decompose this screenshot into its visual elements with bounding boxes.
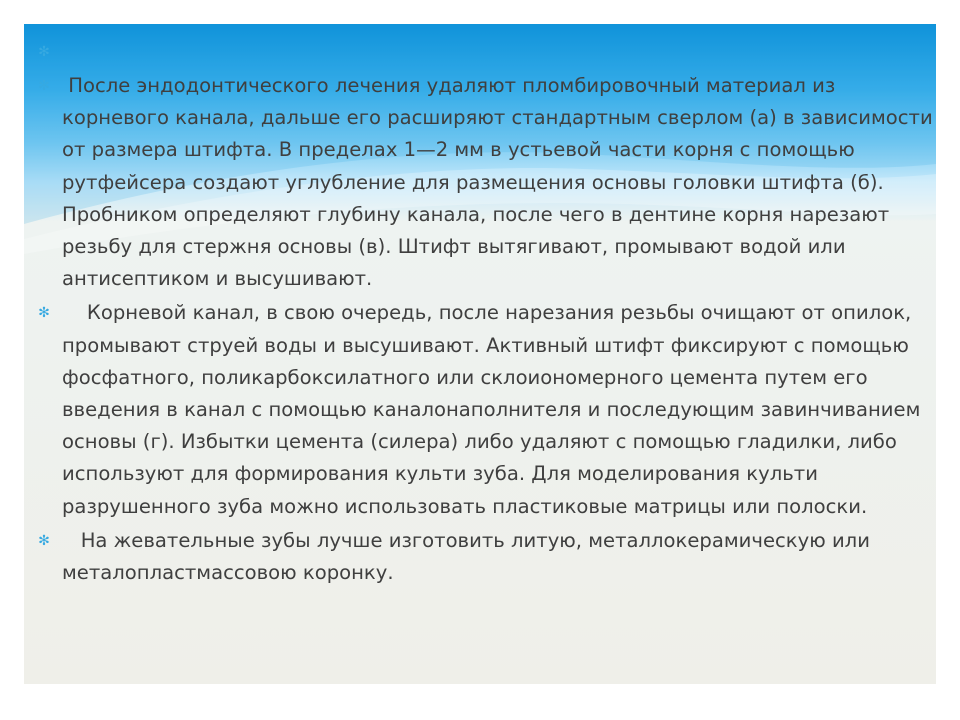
bullet-icon: ✻ xyxy=(38,305,50,322)
paragraph-text: После эндодонтического лечения удаляют пломбировочный материал из корневого канала, дальше его расширяют стандартным сверлом (а) в зависимости от размера штифта. В пределах 1—2 мм в устьевой части корня с помощью рутфейсера создают углубление для размещения основы головки штифта (б). Пробником определяют глубину канала, после чего в дентине корня нарезают резьбу для стержня основы (в). Штифт вытягивают, промывают водой или антисептиком и высушивают. xyxy=(62,74,939,291)
bullet-icon: ✻ xyxy=(38,532,50,549)
bullet-icon: ✻ xyxy=(38,44,50,60)
paragraph-text: На жевательные зубы лучше изготовить литую, металлокерамическую или металопластмассовою коронку. xyxy=(62,528,877,585)
bullet-item-3 xyxy=(36,525,936,589)
paragraph-text: Корневой канал, в свою очередь, после нарезания резьбы очищают от опилок, промывают струей воды и высушивают. Активный штифт фиксируют с помощью фосфатного, поликарбоксилатного или склоиономерного цемента путем его введения в канал с помощью каналонаполнителя и последующим завинчиванием основы (г). Избытки цемента (силера) либо удаляют с помощью гладилки, либо используют для формирования культи зуба. Для моделирования культи разрушенного зуба можно использовать пластиковые матрицы или полоски. xyxy=(62,301,927,518)
bullet-icon: ✻ xyxy=(38,78,50,94)
bullet-item-1 xyxy=(36,70,939,295)
bullet-item-2 xyxy=(36,297,936,522)
content-body xyxy=(36,36,939,589)
bullet-item-empty xyxy=(36,36,936,70)
